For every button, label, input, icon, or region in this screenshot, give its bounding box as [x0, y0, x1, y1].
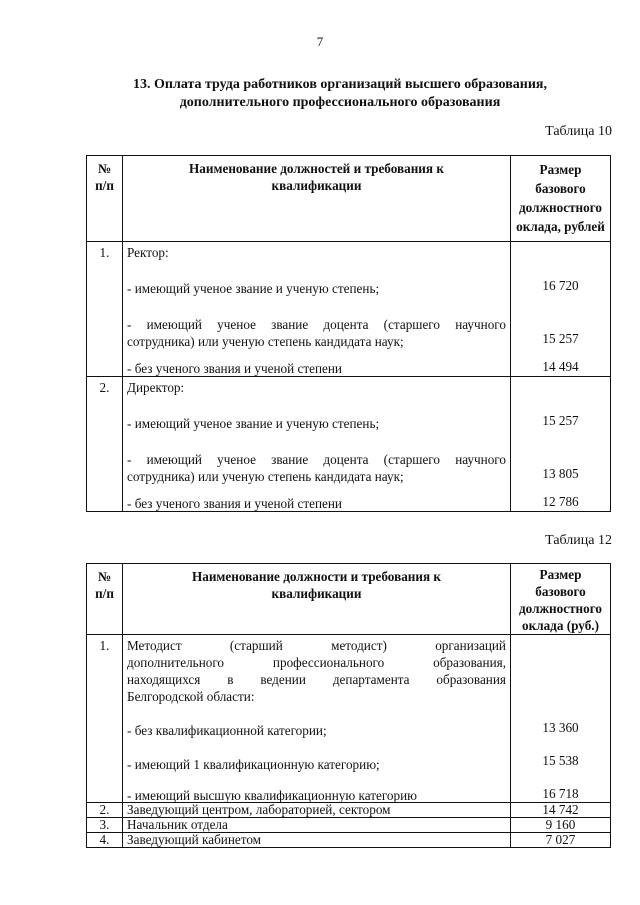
position-title: дополнительного профессионального образования,: [127, 655, 506, 670]
requirement-line: - имеющий ученое звание и ученую степень;: [127, 416, 380, 431]
table10-col-num-header: № п/п: [87, 156, 123, 242]
salary-cell: [511, 635, 611, 803]
table-row: [87, 803, 611, 818]
table10-col-salary-header: Размер базового должностного оклада, рублей: [511, 156, 611, 242]
requirement-line: - имеющий ученое звание доцента (старшего научного: [127, 317, 506, 332]
position-name: Заведующий кабинетом: [123, 833, 511, 848]
table-row: [87, 833, 611, 848]
table-10: [86, 155, 611, 512]
salary-value: 16 720: [542, 278, 579, 293]
salary-value: 7 027: [511, 833, 611, 848]
row-description: [123, 377, 511, 512]
salary-value: 13 805: [542, 466, 579, 481]
salary-value: 13 360: [542, 720, 579, 735]
requirement-line: - имеющий ученое звание и ученую степень;: [127, 281, 380, 296]
salary-value: 9 160: [511, 818, 611, 833]
table-row: [87, 377, 611, 512]
table12-col-num-header: № п/п: [87, 564, 123, 635]
position-title: Белгородской области:: [127, 689, 255, 704]
salary-value: 15 257: [542, 331, 579, 346]
requirement-line: - имеющий 1 квалификационную категорию;: [127, 757, 380, 772]
position-name: Начальник отдела: [123, 818, 511, 833]
requirement-line: сотрудника) или ученую степень кандидата наук;: [127, 334, 404, 349]
requirement-line: - без ученого звания и ученой степени: [127, 496, 342, 511]
requirement-line: сотрудника) или ученую степень кандидата наук;: [127, 469, 404, 484]
position-title: Директор:: [127, 380, 185, 395]
requirement-line: - без ученого звания и ученой степени: [127, 361, 342, 376]
requirement-line: - без квалификационной категории;: [127, 723, 327, 738]
position-name: Заведующий центром, лабораторией, сектором: [123, 803, 511, 818]
salary-value: 15 257: [542, 413, 579, 428]
salary-value: 14 494: [542, 359, 579, 374]
salary-value: 12 786: [542, 494, 579, 509]
table10-col-name-header: Наименование должностей и требования к квалификации: [123, 156, 511, 242]
requirement-line: - имеющий высшую квалификационную категорию: [127, 788, 418, 803]
table-12: [86, 563, 611, 848]
table12-caption: Таблица 12: [545, 533, 612, 548]
salary-value: 16 718: [542, 786, 579, 801]
row-description: [123, 635, 511, 803]
row-description: [123, 242, 511, 377]
row-number: 4.: [87, 833, 123, 848]
salary-value: 15 538: [542, 753, 579, 768]
row-number: 2.: [87, 803, 123, 818]
row-number: 1.: [87, 242, 123, 377]
table-row: [87, 242, 611, 377]
table-row: [87, 818, 611, 833]
requirement-line: - имеющий ученое звание доцента (старшего научного: [127, 452, 506, 467]
heading-line-2: дополнительного профессионального образования: [179, 95, 501, 110]
table10-caption: Таблица 10: [545, 124, 612, 139]
row-number: 3.: [87, 818, 123, 833]
salary-cell: [511, 377, 611, 512]
position-title: находящихся в ведении департамента образования: [127, 672, 506, 687]
section-heading: [60, 76, 620, 112]
row-number: 2.: [87, 377, 123, 512]
page-number: 7: [316, 34, 324, 49]
table12-col-salary-header: Размер базового должностного оклада (руб.): [511, 564, 611, 635]
salary-cell: [511, 242, 611, 377]
position-title: Ректор:: [127, 245, 169, 260]
row-number: 1.: [87, 635, 123, 803]
position-title: Методист (старший методист) организаций: [127, 638, 506, 653]
salary-value: 14 742: [511, 803, 611, 818]
heading-line-1: 13. Оплата труда работников организаций высшего образования,: [133, 77, 547, 92]
table12-col-name-header: Наименование должности и требования к квалификации: [123, 564, 511, 635]
table-row: [87, 635, 611, 803]
